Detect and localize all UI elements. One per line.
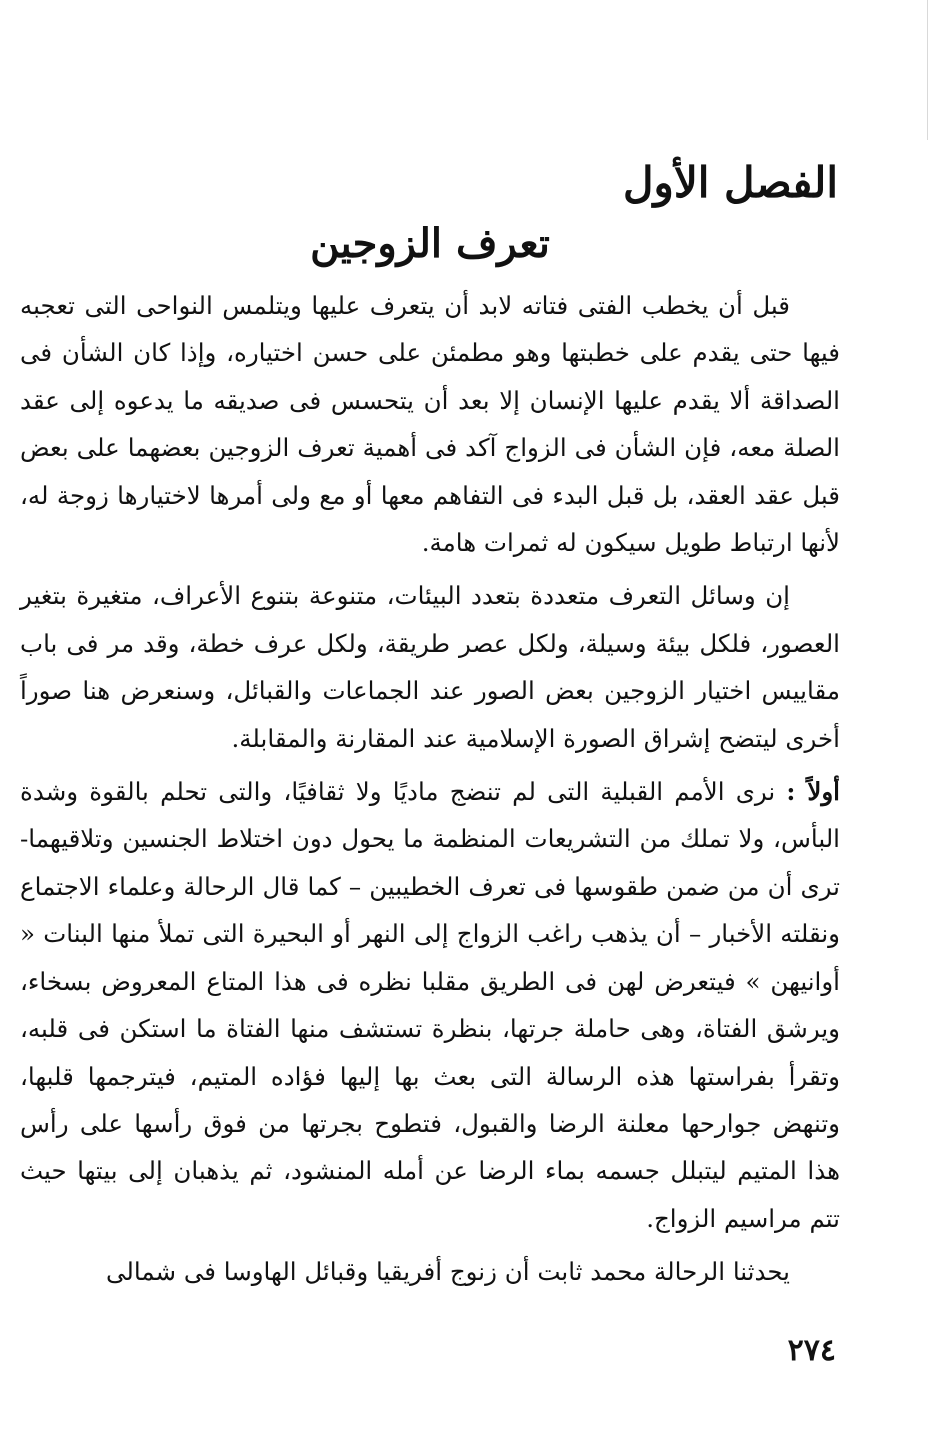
- paragraph-1: قبل أن يخطب الفتى فتاته لابد أن يتعرف عليها ويتلمس النواحى التى تعجبه فيها حتى يقدم على خطبتها وهو مطمئن على حسن اختياره، وإذا كان الشأن فى الصداقة ألا يقدم عليها الإنسان إلا بعد أن يتحسس فى صديقه ما يدعوه إلى عقد الصلة معه، فإن الشأن فى الزواج آكد فى أهمية تعرف الزوجين بعضهما على بعض قبل عقد العقد، بل قبل البدء فى التفاهم معها أو مع ولى أمرها لاختيارها زوجة له، لأنها ارتباط طويل سيكون له ثمرات هامة.: [20, 291, 840, 558]
- body-text: [20, 282, 840, 1302]
- paragraph-4: يحدثنا الرحالة محمد ثابت أن زنوج أفريقيا وقبائل الهاوسا فى شمالى: [105, 1257, 790, 1287]
- page-number: ٢٧٤: [787, 1333, 836, 1368]
- section-title: تعرف الزوجين: [310, 220, 550, 267]
- chapter-title: الفصل الأول: [623, 158, 838, 207]
- paragraph-3-text: نرى الأمم القبلية التى لم تنضج ماديًا ولا ثقافيًا، والتى تحلم بالقوة وشدة البأس، ولا تملك من التشريعات المنظمة ما يحول دون اختلاط الجنسين وتلاقيهما- ترى أن من ضمن طقوسها فى تعرف الخطيبين – كما قال الرحالة وعلماء الاجتماع ونقلته الأخبار – أن يذهب راغب الزواج إلى النهر أو البحيرة التى تملأ منها البنات « أوانيهن » فيتعرض لهن فى الطريق مقلبا نظره فى هذا المتاع المعروض بسخاء، ويرشق الفتاة، وهى حاملة جرتها، بنظرة تستشف منها الفتاة ما استكن فى قلبه، وتقرأ بفراستها هذه الرسالة التى بعث بها إليها فؤاده المتيم، فيترجمها قلبها، وتنهض جوارحها معلنة الرضا والقبول، فتطوح بجرتها من فوق رأسها على رأس هذا المتيم ليتبلل جسمه بماء الرضا عن أمله المنشود، ثم يذهبان إلى بيتها حيث تتم مراسيم الزواج.: [20, 777, 840, 1233]
- paragraph-lead: أولاً :: [786, 777, 840, 807]
- paragraph-3: [20, 768, 840, 1242]
- paragraph-2: إن وسائل التعرف متعددة بتعدد البيئات، متنوعة بتنوع الأعراف، متغيرة بتغير العصور، فلكل بيئة وسيلة، ولكل عصر طريقة، ولكل عرف خطة، وقد مر فى باب مقاييس اختيار الزوجين بعض الصور عند الجماعات والقبائل، وسنعرض هنا صوراً أخرى ليتضح إشراق الصورة الإسلامية عند المقارنة والمقابلة.: [20, 581, 840, 753]
